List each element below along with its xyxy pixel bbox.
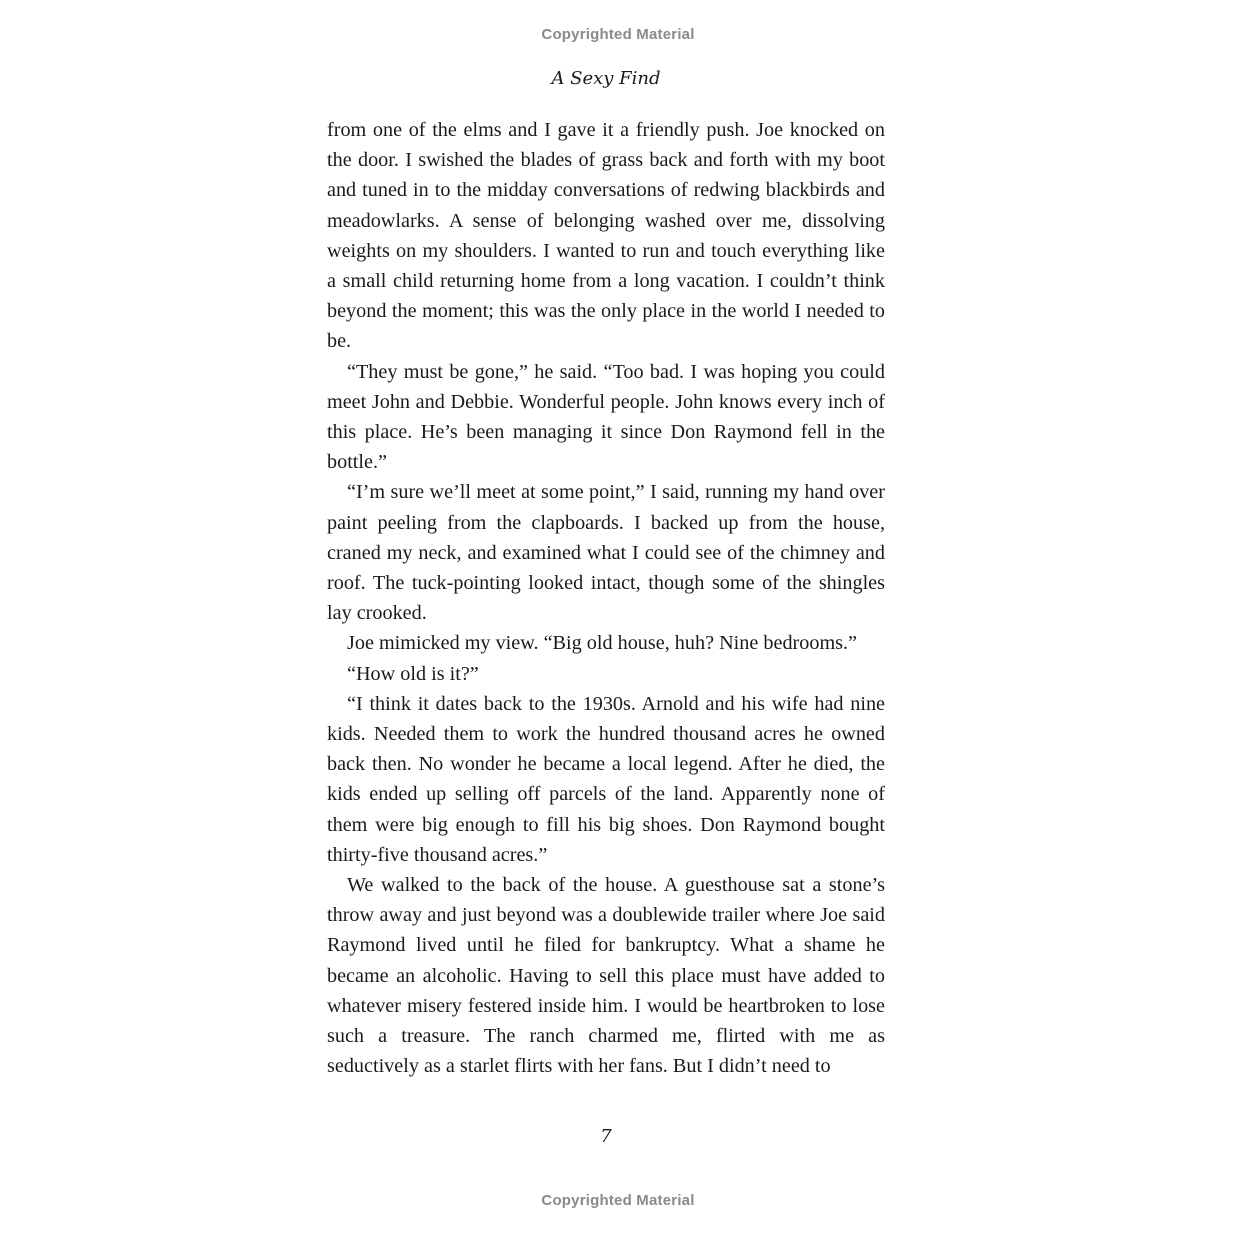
- paragraph: We walked to the back of the house. A guesthouse sat a stone’s throw away and just beyond was a doublewide trailer where Joe said Raymond lived until he filed for bankruptcy. What a shame he became an alcoholic. Having to sell this place must have added to whatever misery festered inside him. I would be heartbroken to lose such a treasure. The ranch charmed me, flirted with me as seductively as a starlet flirts with her fans. But I didn’t need to: [327, 874, 885, 1078]
- copyright-watermark-bottom: Copyrighted Material: [541, 1192, 695, 1209]
- paragraph: “They must be gone,” he said. “Too bad. I was hoping you could meet John and Debbie. Wonderful people. John knows every inch of this place. He’s been managing it since Don Raymond fell in the bottle.”: [327, 360, 885, 474]
- running-head-title: A Sexy Find: [551, 68, 661, 89]
- copyright-watermark-top: Copyrighted Material: [541, 26, 695, 43]
- paragraph: from one of the elms and I gave it a friendly push. Joe knocked on the door. I swished the blades of grass back and forth with my boot and tuned in to the midday conversations of redwing blackbirds and meadowlarks. A sense of belonging washed over me, dissolving weights on my shoulders. I wanted to run and touch everything like a small child returning home from a long vacation. I couldn’t think beyond the moment; this was the only place in the world I needed to be.: [327, 119, 885, 353]
- body-text: [327, 115, 885, 1082]
- page-number: 7: [600, 1126, 612, 1147]
- paragraph: “How old is it?”: [347, 662, 479, 685]
- paragraph: “I’m sure we’ll meet at some point,” I said, running my hand over paint peeling from the clapboards. I backed up from the house, craned my neck, and examined what I could see of the chimney and roof. The tuck-pointing looked intact, though some of the shingles lay crooked.: [327, 481, 885, 625]
- paragraph: Joe mimicked my view. “Big old house, huh? Nine bedrooms.”: [347, 632, 858, 655]
- paragraph: “I think it dates back to the 1930s. Arnold and his wife had nine kids. Needed them to work the hundred thousand acres he owned back then. No wonder he became a local legend. After he died, the kids ended up selling off parcels of the land. Apparently none of them were big enough to fill his big shoes. Don Raymond bought thirty-five thousand acres.”: [327, 692, 885, 866]
